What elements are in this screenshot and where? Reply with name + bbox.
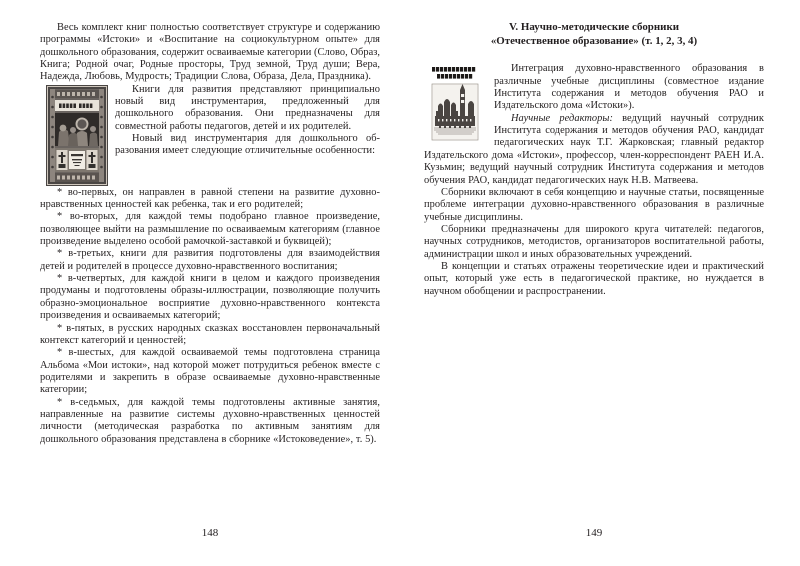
section-heading-line-2: «Отечественное образование» (т. 1, 2, 3, 4) [490, 35, 698, 48]
paragraph: В концепции и статьях отражены теоретические идеи и практический опыт, который уже есть в педагогической практике, но нуждается в научном обобщении и распространении. [424, 260, 764, 297]
editors-text: ведущий научный сотрудник Института содержания и методов обучения РАО, кандидат педагогических наук Т.Г. Жарковская; главный редактор Издательского дома «Истоки», профессор, член-корреспондент РАЕН И.А. Кузьмин; ведущий научный сотрудник Института содержания и методов обучения РАО, кандидат педагогических наук Н.В. Матвеева. [424, 112, 764, 186]
right-cover-float-wrap [424, 63, 764, 186]
paragraph: Сборники предназначены для широкого круга читателей: педагогов, научных сотрудников, методистов, организаторов воспитательной работы, администрации школ и иных образовательных учреждений. [424, 223, 764, 260]
paragraph: * в-шестых, для каждой осваиваемой темы подготовлена страница Альбома «Мои истоки», над которой может потрудиться ребенок вместе с родителями и закрепить в образе осваиваемые духовно-нравственные категории; [40, 347, 380, 396]
paragraph: Книги для развития представляют принципиально новый вид инструментария, предложенный для дошкольного образования. Они предназначены для совместной работы педагогов, детей и их родителей. [115, 83, 380, 132]
left-cover-float-wrap [40, 84, 380, 187]
page-number-left: 148 [201, 527, 219, 539]
paragraph: Новый вид инструментария для дошкольного образования имеет следующие отличительные особенности: [115, 133, 380, 157]
section-heading [424, 20, 764, 48]
right-page-text-column [424, 20, 764, 298]
right-page [424, 0, 764, 566]
editors-label: Научные редакторы: [511, 112, 613, 124]
paragraph: Весь комплект книг полностью соответствует структуре и содержанию программы «Истоки» и «Воспитание на социокультурном опыте» для дошкольного образования, содержит осваиваемые категории (Слово, Образ, Книга; Родной очаг, Родные просторы, Труд земной, Труд души; Вера, Надежда, Любовь, Мудрость; Традиции Слова, Образа, Дела, Праздника). [40, 22, 380, 83]
paragraph: * в-третьих, книги для развития подготовлены для взаимодействия детей и родителей в процессе духовно-нравственного воспитания; [40, 248, 380, 272]
paragraph: Интеграция духовно-нравственного образования в различные учебные дисциплины (совместное издание Института содержания и методов обучения РАО и Издательского дома «Истоки»). [494, 63, 764, 112]
paragraph: Сборники включают в себя концепцию и научные статьи, посвященные проблеме интеграции духовно-нравственного образования в различные учебные дисциплины. [424, 186, 764, 223]
svyatye-obrazy-book-cover-image [46, 85, 108, 186]
paragraph: * в-пятых, в русских народных сказках восстановлен первоначальный контекст категорий и ценностей; [40, 322, 380, 346]
paragraph: * в-четвертых, для каждой книги в целом и каждого произведения продуманы и подготовлены образы-иллюстрации, позволяющие получить образно-эмоциональное восприятие духовно-нравственного контекста произведения и осваиваемых категорий; [40, 273, 380, 322]
page-number-right: 149 [585, 527, 603, 539]
paragraph: * в-седьмых, для каждой темы подготовлены активные занятия, направленные на развитие системы духовно-нравственных ценностей личности (методическая разработка по активным занятиям для дошкольного образования представлена в сборнике «Истоковедение», т. 5). [40, 396, 380, 445]
left-page-text-column [40, 22, 380, 446]
otechestvennoe-obrazovanie-book-cover-image [424, 64, 486, 146]
left-page [40, 0, 380, 566]
section-heading-line-1: V. Научно-методические сборники [508, 21, 680, 33]
paragraph: * во-вторых, для каждой темы подобрано главное произведение, позволяющее выйти на размышление по осваиваемым категориям (главное произведение выделено особой рамочкой-заставкой и буквицей); [40, 211, 380, 248]
paragraph: * во-первых, он направлен в равной степени на развитие духовно-нравственных ценностей как ребенка, так и его родителей; [40, 186, 380, 211]
